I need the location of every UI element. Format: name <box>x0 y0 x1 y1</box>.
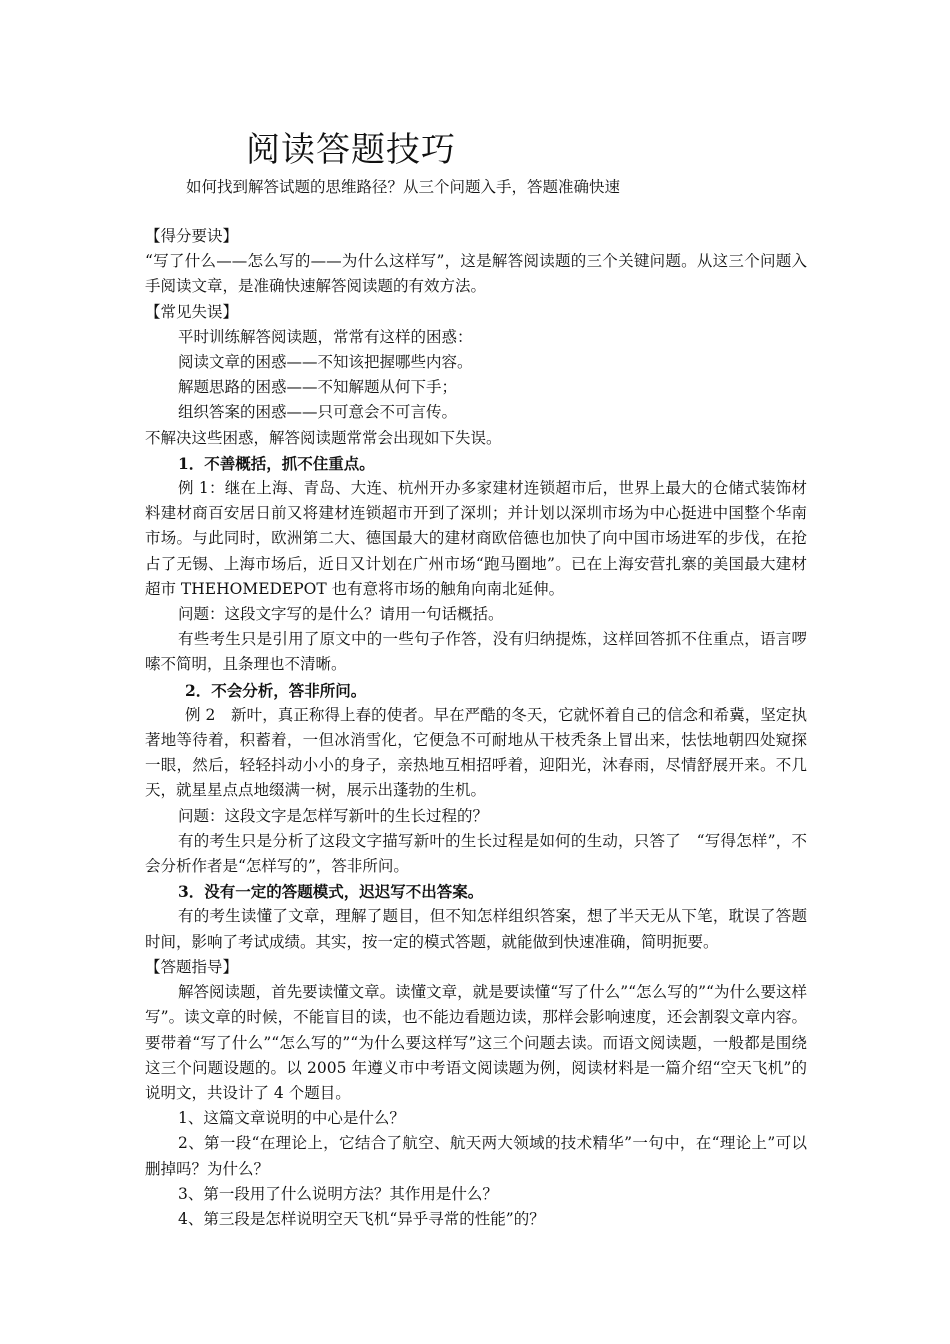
error2-question: 问题：这段文字是怎样写新叶的生长过程的？ <box>178 806 489 825</box>
common-errors-intro: 平时训练解答阅读题，常常有这样的困惑： <box>178 327 473 346</box>
error1-analysis: 有些考生只是引用了原文中的一些句子作答，没有归纳提炼，这样回答抓不住重点，语言啰嗦不简明，且条理也不清晰。 <box>145 630 807 674</box>
common-errors-summary: 不解决这些困惑，解答阅读题常常会出现如下失误。 <box>145 428 502 447</box>
confusion-item: 组织答案的困惑——只可意会不可言传。 <box>178 403 458 422</box>
error3-analysis: 有的考生读懂了文章，理解了题目，但不知怎样组织答案，想了半天无从下笔，耽误了答题时间，影响了考试成绩。其实，按一定的模式答题，就能做到快速准确，简明扼要。 <box>145 907 807 951</box>
error1-question: 问题：这段文字写的是什么？请用一句话概括。 <box>178 605 504 624</box>
error1-heading: 1．不善概括，抓不住重点。 <box>178 453 375 473</box>
section-heading-guidance: 【答题指导】 <box>145 957 239 976</box>
guidance-text: 解答阅读题，首先要读懂文章。读懂文章，就是要读懂“写了什么”“怎么写的”“为什么要这样写”。读文章的时候，不能盲目的读，也不能边看题边读，那样会影响速度，还会割裂文章内容。要带着“写了什么”“怎么写的”“为什么要这样写”这三个问题去读。而语文阅读题，一般都是围绕这三个问题设题的。以 2005 年遵义市中考语文阅读题为例，阅读材料是一篇介绍“空天飞机”的说明文，共设计了 4 个题目。 <box>145 983 807 1102</box>
guidance-question: 1、这篇文章说明的中心是什么？ <box>178 1109 405 1128</box>
document-subtitle: 如何找到解答试题的思维路径？从三个问题入手，答题准确快速 <box>186 178 621 196</box>
score-tips-text: “写了什么——怎么写的——为什么这样写”，这是解答阅读题的三个关键问题。从这三个问题入手阅读文章，是准确快速解答阅读题的有效方法。 <box>145 252 807 296</box>
section-heading-score-tips: 【得分要诀】 <box>145 227 239 245</box>
error2-example: 例 2 新叶，真正称得上春的使者。早在严酷的冬天，它就怀着自己的信念和希冀，坚定执著地等待着，积蓄着，一但冰消雪化，它便急不可耐地从干枝秃条上冒出来，怯怯地朝四处窥探一眼，然后，轻轻抖动小小的身子，亲热地互相招呼着，迎阳光，沐春雨，尽情舒展开来。不几天，就星星点点地缀满一树，展示出蓬勃的生机。 <box>145 705 807 800</box>
error1-example: 例 1：继在上海、青岛、大连、杭州开办多家建材连锁超市后，世界上最大的仓储式装饰材料建材商百安居日前又将建材连锁超市开到了深圳；并计划以深圳市场为中心挺进中国整个华南市场。与此同时，欧洲第二大、德国最大的建材商欧倍德也加快了向中国市场进军的步伐，在抢占了无锡、上海市场后，近日又计划在广州市场“跑马圈地”。已在上海安营扎寨的美国最大建材超市 THEHOMEDEPOT 也有意将市场的触角向南北延伸。 <box>145 479 807 598</box>
confusion-item: 解题思路的困惑——不知解题从何下手； <box>178 378 458 397</box>
confusion-item: 阅读文章的困惑——不知该把握哪些内容。 <box>178 353 473 372</box>
guidance-question: 2、第一段“在理论上，它结合了航空、航天两大领域的技术精华”一句中，在“理论上”可以删掉吗？为什么？ <box>145 1134 807 1178</box>
document-title: 阅读答题技巧 <box>246 130 456 170</box>
document-body <box>145 224 807 1232</box>
guidance-question: 3、第一段用了什么说明方法？其作用是什么？ <box>178 1184 498 1203</box>
guidance-question: 4、第三段是怎样说明空天飞机“异乎寻常的性能”的？ <box>178 1209 545 1228</box>
error2-heading: 2．不会分析，答非所问。 <box>185 680 367 700</box>
error3-heading: 3．没有一定的答题模式，迟迟写不出答案。 <box>178 882 484 902</box>
section-heading-common-errors: 【常见失误】 <box>145 302 239 321</box>
error2-analysis: 有的考生只是分析了这段文字描写新叶的生长过程是如何的生动，只答了 “写得怎样”，不会分析作者是“怎样写的”，答非所问。 <box>145 831 807 876</box>
